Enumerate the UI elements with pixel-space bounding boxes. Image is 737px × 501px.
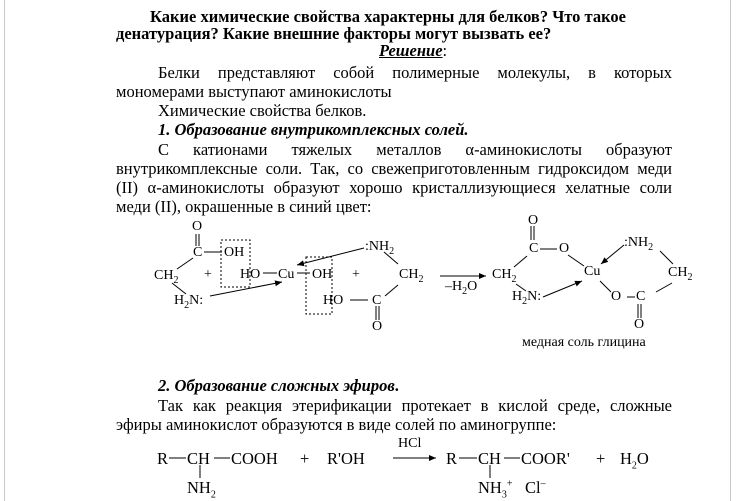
s1-prod-o: O (559, 241, 570, 256)
intro-line-2: мономерами выступают аминокислоты (116, 82, 392, 101)
chem-props-title: Химические свойства белков. (158, 101, 367, 120)
s1-o-bottom: O (372, 319, 383, 334)
section2-line-2: эфиры аминокислот образуются в виде солей по аминогруппе: (116, 415, 557, 434)
s1-prod-ch2-right: $CH_2$ (668, 265, 693, 283)
s1-c: C (193, 245, 203, 260)
s1-plus-1: + (204, 267, 212, 282)
s1-cu: Cu (278, 267, 295, 282)
s2-plus2: + (596, 449, 606, 468)
s1-ch2-right: $CH_2$ (399, 267, 424, 285)
s2-cooh: COOH (231, 449, 278, 468)
section2-heading: 2. Образование сложных эфиров. (158, 376, 399, 395)
s1-prod-c-bottom: C (636, 289, 646, 304)
s1-nh2-right: $:NH_2$ (365, 239, 395, 257)
s2-ch2: CH (478, 449, 501, 468)
s1-plus-2: + (352, 267, 360, 282)
section1-line-3: (II) α-аминокислоты образуют хорошо кристаллизующиеся хелатные соли (116, 178, 672, 197)
s2-nh3: $NH_3^+$ (478, 478, 513, 501)
s2-nh2: $NH_2$ (187, 478, 216, 501)
s1-prod-cu: Cu (584, 264, 601, 279)
section2-line-1: Так как реакция этерификации протекает в кислой среде, сложные (158, 396, 672, 415)
s1-ho: HO (240, 267, 261, 282)
s1-c-bottom: C (372, 293, 382, 308)
section1-line-4: меди (II), окрашенные в синий цвет: (116, 197, 372, 216)
s1-minus-h2o: $-H_2O$ (445, 279, 478, 297)
s1-oh: OH (224, 245, 245, 260)
intro-line-1: Белки представляют собой полимерные молекулы, в которых (158, 63, 672, 82)
s1-prod-h2n: $H_2N$: (512, 289, 542, 307)
s1-prod-o-top: O (528, 213, 539, 228)
s1-h2n-left: $H_2N$: (174, 293, 204, 311)
section1-heading: 1. Образование внутрикомплексных солей. (158, 120, 469, 139)
s1-prod-o-left: O (611, 289, 622, 304)
s1-prod-ch2-left: $CH_2$ (492, 267, 517, 285)
s1-o-top: O (192, 219, 203, 234)
s2-coor: COOR' (521, 449, 570, 468)
s1-prod-c: C (529, 241, 539, 256)
s1-oh2: OH (312, 267, 333, 282)
s1-ch2-left: $CH_2$ (154, 268, 179, 286)
question-line-1: Какие химические свойства характерны для белков? Что такое (150, 7, 626, 26)
section1-line-1: С катионами тяжелых металлов α-аминокислоты образуют (158, 140, 672, 159)
s1-prod-o-bottom: O (634, 317, 645, 332)
section1-line-2: внутрикомплексные соли. Так, со свежеприготовленным гидроксидом меди (116, 159, 672, 178)
solution-word: Решение (379, 41, 443, 60)
s1-ho-bottom: HO (323, 293, 344, 308)
s2-hcl: HCl (398, 436, 422, 451)
s2-r: R (157, 449, 169, 468)
s2-h2o: $H_2O$ (620, 449, 649, 472)
s1-prod-nh2: $:NH_2$ (624, 235, 654, 253)
s2-plus: + (300, 449, 310, 468)
s1-caption: медная соль глицина (522, 335, 646, 350)
s2-cl: Cl– (525, 478, 546, 497)
s2-r2: R (446, 449, 458, 468)
solution-colon: : (442, 41, 448, 60)
s2-roh: R'OH (327, 449, 365, 468)
s2-ch: CH (187, 449, 210, 468)
question-line-2: денатурация? Какие внешние факторы могут вызвать ее? (116, 24, 552, 43)
